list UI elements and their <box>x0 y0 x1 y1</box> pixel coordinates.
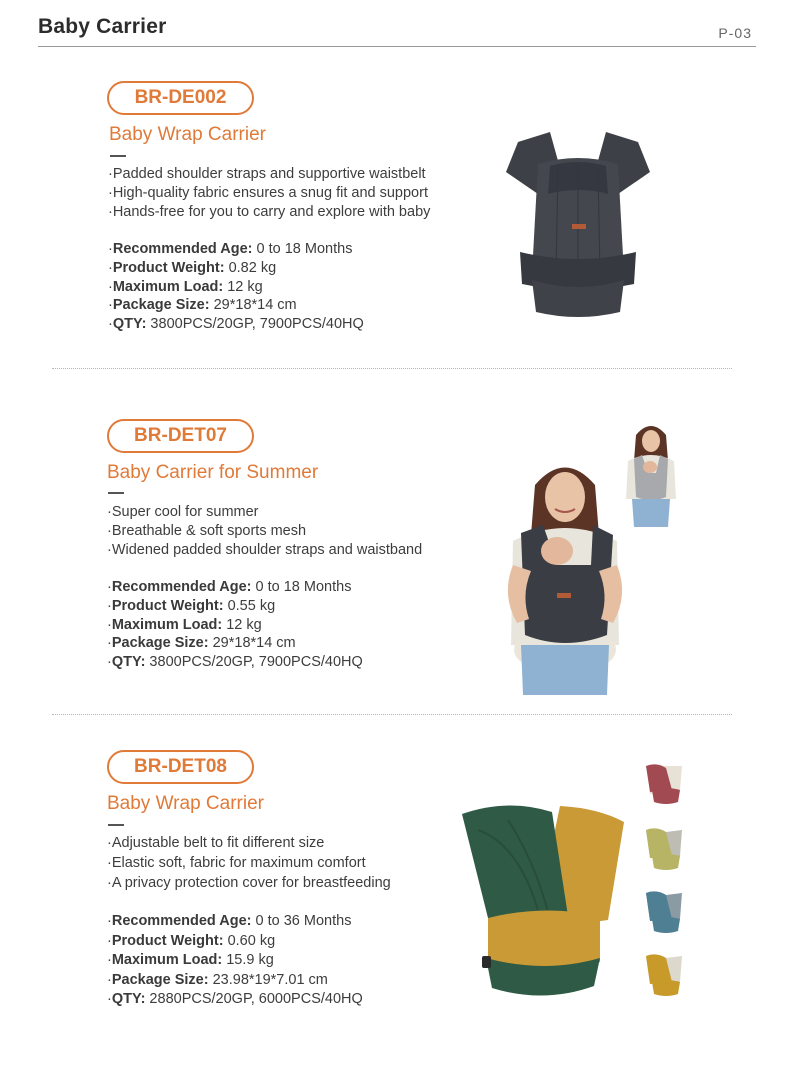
section-divider <box>52 368 732 369</box>
spec-item: ·Product Weight: 0.55 kg <box>107 597 276 614</box>
spec-list <box>108 241 364 335</box>
spec-label: Package Size: <box>112 297 210 314</box>
section-divider <box>52 714 732 715</box>
spec-label: Maximum Load: <box>111 616 223 633</box>
spec-list <box>107 579 363 673</box>
spec-list <box>107 913 363 1011</box>
spec-value: 3800PCS/20GP, 7900PCS/40HQ <box>146 316 364 333</box>
product-name: Baby Wrap Carrier <box>109 124 266 145</box>
product-name: Baby Wrap Carrier <box>107 793 264 814</box>
carrier-photo-dark <box>498 124 658 324</box>
spec-value: 29*18*14 cm <box>208 635 296 652</box>
feature-item: ·A privacy protection cover for breastfeeding <box>107 874 391 891</box>
spec-label: Maximum Load: <box>111 952 223 969</box>
spec-label: Recommended Age: <box>112 241 253 257</box>
spec-item: ·Maximum Load: 15.9 kg <box>107 952 274 969</box>
swatch-burgundy <box>642 760 688 806</box>
spec-item: ·Recommended Age: 0 to 18 Months <box>107 579 352 595</box>
spec-label: QTY: <box>112 316 147 333</box>
spec-label: Maximum Load: <box>112 278 224 295</box>
product-code-badge: BR-DE002 <box>107 81 254 115</box>
spec-label: Product Weight: <box>111 597 224 614</box>
spec-value: 0 to 18 Months <box>251 579 352 595</box>
product-code-badge: BR-DET08 <box>107 750 254 784</box>
spec-value: 0.55 kg <box>223 597 276 614</box>
product-code-badge: BR-DET07 <box>107 419 254 453</box>
spec-item: ·Maximum Load: 12 kg <box>108 278 263 295</box>
spec-label: Recommended Age: <box>111 579 252 595</box>
wrap-photo-main <box>448 800 628 1005</box>
carrier-photo-model <box>495 455 635 695</box>
page-title: Baby Carrier <box>38 15 167 38</box>
feature-item: ·Hands-free for you to carry and explore with baby <box>108 203 431 220</box>
swatch-blue <box>642 887 688 937</box>
spec-item: ·Package Size: 23.98*19*7.01 cm <box>107 971 328 988</box>
spec-item: ·Recommended Age: 0 to 36 Months <box>107 913 352 929</box>
spec-item: ·Product Weight: 0.60 kg <box>107 932 276 949</box>
page-number: P-03 <box>718 25 752 41</box>
spec-value: 15.9 kg <box>222 952 274 969</box>
carrier-photo-inset <box>622 421 680 527</box>
spec-value: 0.60 kg <box>223 932 276 949</box>
feature-list <box>108 166 430 222</box>
spec-value: 12 kg <box>223 278 263 295</box>
spec-value: 29*18*14 cm <box>209 297 297 314</box>
feature-item: ·Super cool for summer <box>107 504 259 520</box>
spec-label: Package Size: <box>111 971 209 988</box>
feature-list <box>107 504 422 560</box>
spec-value: 23.98*19*7.01 cm <box>208 971 328 988</box>
spec-value: 0 to 18 Months <box>252 241 353 257</box>
swatch-mustard <box>642 950 688 1000</box>
feature-item: ·Breathable & soft sports mesh <box>107 522 307 539</box>
spec-item: ·QTY: 3800PCS/20GP, 7900PCS/40HQ <box>107 654 363 671</box>
spec-value: 0.82 kg <box>224 259 277 276</box>
spec-item: ·Package Size: 29*18*14 cm <box>108 297 297 314</box>
spec-value: 12 kg <box>222 616 262 633</box>
spec-item: ·QTY: 3800PCS/20GP, 7900PCS/40HQ <box>108 316 364 333</box>
spec-item: ·Product Weight: 0.82 kg <box>108 259 277 276</box>
spec-label: QTY: <box>111 991 146 1008</box>
feature-item: ·Elastic soft, fabric for maximum comfort <box>107 854 366 871</box>
spec-value: 3800PCS/20GP, 7900PCS/40HQ <box>145 654 363 671</box>
spec-label: QTY: <box>111 654 146 671</box>
spec-item: ·Recommended Age: 0 to 18 Months <box>108 241 353 257</box>
spec-label: Product Weight: <box>112 259 225 276</box>
spec-value: 2880PCS/20GP, 6000PCS/40HQ <box>145 991 363 1008</box>
spec-label: Recommended Age: <box>111 913 252 929</box>
spec-item: ·QTY: 2880PCS/20GP, 6000PCS/40HQ <box>107 991 363 1008</box>
feature-item: ·Widened padded shoulder straps and waistband <box>107 541 423 558</box>
spec-item: ·Maximum Load: 12 kg <box>107 616 262 633</box>
title-dash <box>108 824 124 826</box>
product-name: Baby Carrier for Summer <box>107 462 319 483</box>
spec-label: Product Weight: <box>111 932 224 949</box>
feature-item: ·High-quality fabric ensures a snug fit and support <box>108 184 428 201</box>
spec-label: Package Size: <box>111 635 209 652</box>
spec-item: ·Package Size: 29*18*14 cm <box>107 635 296 652</box>
title-dash <box>108 492 124 494</box>
spec-value: 0 to 36 Months <box>251 913 352 929</box>
swatch-olive <box>642 824 688 874</box>
feature-list <box>107 835 391 894</box>
header-rule <box>38 46 756 47</box>
feature-item: ·Padded shoulder straps and supportive waistbelt <box>108 166 426 182</box>
feature-item: ·Adjustable belt to fit different size <box>107 835 325 851</box>
title-dash <box>110 155 126 157</box>
